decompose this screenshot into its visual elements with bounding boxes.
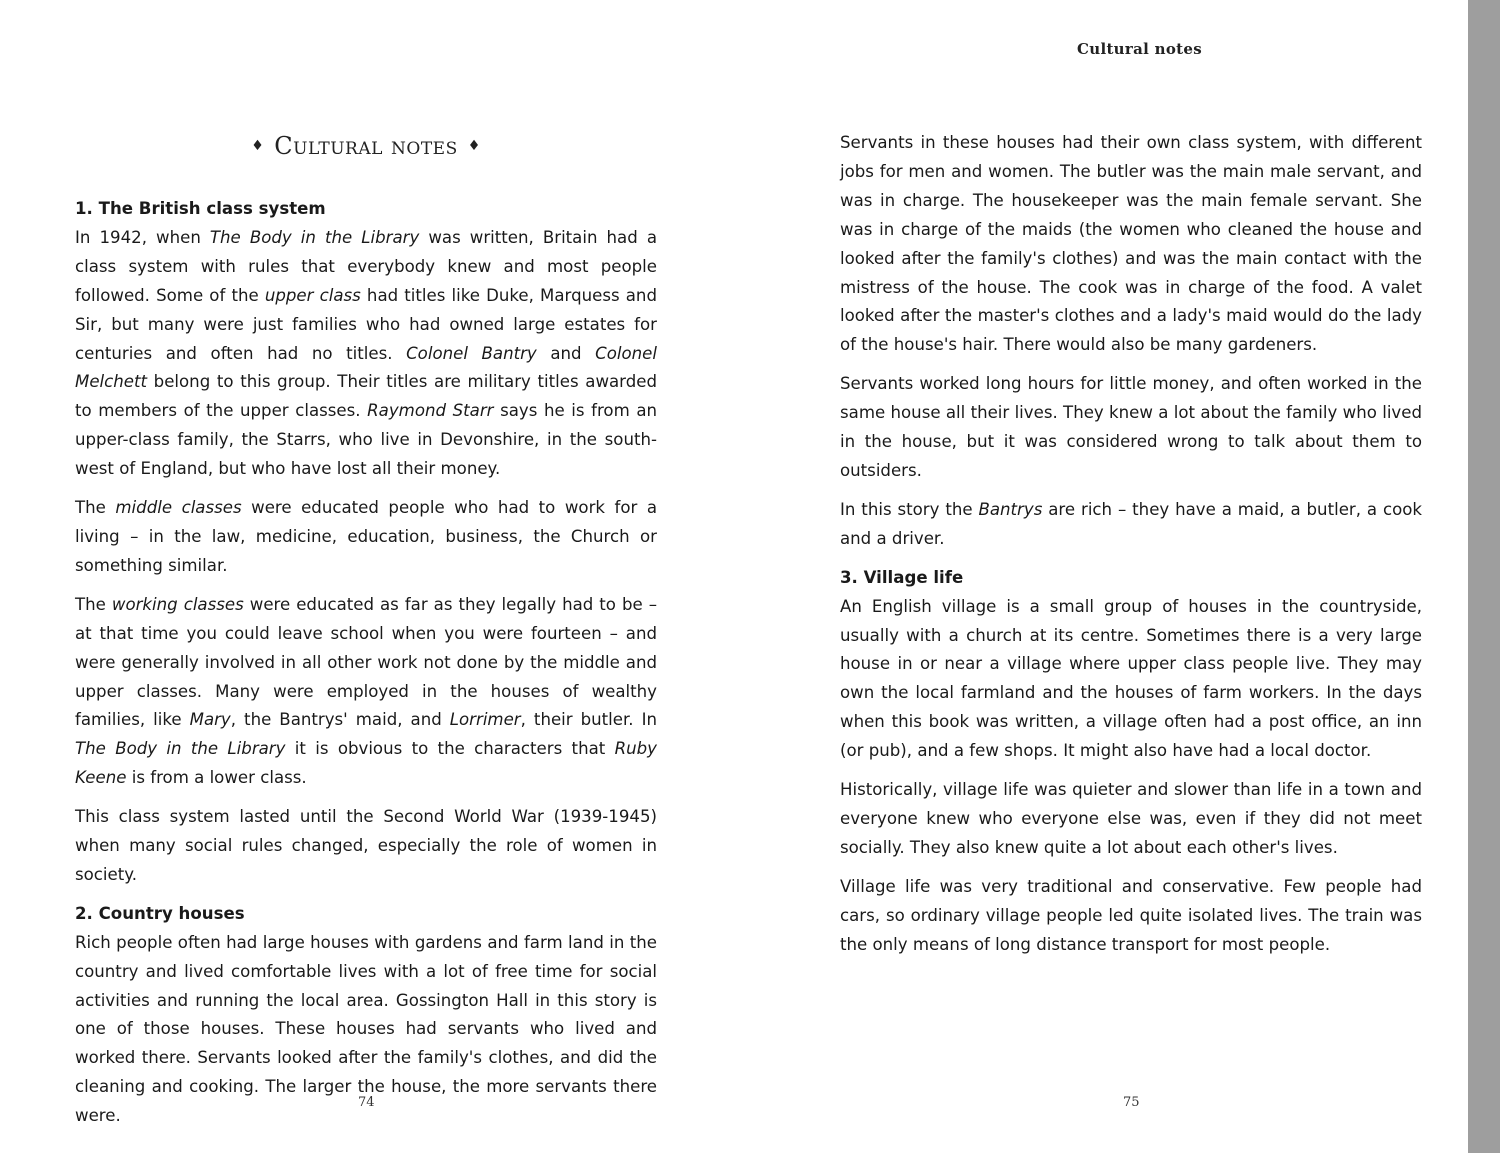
italic-term: Ruby Keene	[75, 739, 657, 788]
section-block	[840, 129, 1422, 554]
page-number: 74	[358, 1095, 375, 1110]
italic-term: middle classes	[115, 498, 242, 518]
section-block	[840, 564, 1422, 960]
text-run: The	[75, 498, 116, 518]
left-text-column	[75, 195, 657, 1141]
text-run: , the Bantrys' maid, and	[230, 710, 450, 730]
text-run: This class system lasted until the Second World War (1939-1945) when many social rules changed, especially the role of women in society.	[75, 807, 657, 884]
italic-term: Mary	[189, 710, 231, 730]
left-page	[0, 0, 735, 1153]
text-run: , their butler. In	[520, 710, 657, 730]
text-run: Servants in these houses had their own class system, with different jobs for men and women. The butler was the main male servant, and was in charge. The housekeeper was the main female servant. She was in charge of the maids (the women who cleaned the house and looked after the family's clothes) and was the main contact with the mistress of the house. The cook was in charge of the food. A valet looked after the master's clothes and a lady's maid would do the lady of the house's hair. There would also be many gardeners.	[840, 133, 1422, 355]
text-run: The	[75, 594, 112, 614]
italic-term: Lorrimer	[449, 710, 521, 730]
paragraph	[840, 593, 1422, 766]
paragraph	[75, 591, 657, 793]
section-heading: 3. Village life	[840, 567, 964, 587]
paragraph	[75, 224, 657, 484]
text-run: says he is from an upper-class family, the Starrs, who live in Devonshire, in the south-west of England, but who have lost all their money.	[75, 401, 658, 479]
italic-term: working classes	[111, 594, 244, 614]
italic-term: Colonel Bantry	[406, 343, 537, 363]
text-run: are rich – they have a maid, a butler, a cook and a driver.	[840, 499, 1423, 548]
section-heading: 1. The British class system	[75, 199, 326, 218]
text-run: were educated as far as they legally had to be – at that time you could leave school when you were fourteen – and were generally involved in all other work not done by the middle and upper classes. Many were employed in the houses of wealthy families, like	[75, 594, 658, 730]
text-run: was written, Britain had a class system with rules that everybody knew and most people followed. Some of the	[75, 227, 657, 305]
text-run: Servants worked long hours for little money, and often worked in the same house all their lives. They knew a lot about the family who lived in the house, but it was considered wrong to talk about them to outsiders.	[840, 374, 1422, 480]
paragraph	[840, 129, 1422, 360]
italic-term: Colonel Melchett	[75, 343, 657, 392]
text-run: In this story the	[840, 499, 979, 519]
text-run: In 1942, when	[75, 227, 210, 247]
paragraph	[75, 494, 657, 581]
paragraph	[840, 873, 1422, 960]
text-run: Village life was very traditional and conservative. Few people had cars, so ordinary village people led quite isolated lives. The train was the only means of long distance transport for most people.	[840, 876, 1422, 954]
chapter-title	[75, 132, 657, 160]
italic-term: upper class	[264, 285, 361, 305]
right-text-column	[840, 129, 1422, 969]
text-run: had titles like Duke, Marquess and Sir, but many were just families who had owned large estates for centuries and often had no titles.	[75, 285, 657, 363]
section-heading: 2. Country houses	[75, 903, 245, 923]
paragraph	[75, 803, 657, 890]
text-run: it is obvious to the characters that	[285, 739, 615, 759]
text-run: and	[536, 343, 596, 363]
italic-term: The Body in the Library	[209, 227, 420, 247]
chapter-title-text: Cultural notes	[274, 132, 458, 160]
right-page	[765, 0, 1465, 1153]
running-head: Cultural notes	[1077, 40, 1202, 58]
diamond-ornament-right-icon: ♦	[467, 138, 481, 154]
page-edge-strip	[1468, 0, 1500, 1153]
paragraph	[840, 370, 1422, 486]
text-run: is from a lower class.	[126, 768, 307, 788]
paragraph	[840, 496, 1422, 554]
italic-term: The Body in the Library	[75, 739, 286, 759]
text-run: Historically, village life was quieter and slower than life in a town and everyone knew who everyone else was, even if they did not meet socially. They also knew quite a lot about each other's lives.	[840, 780, 1422, 857]
text-run: belong to this group. Their titles are military titles awarded to members of the upper classes.	[75, 372, 657, 421]
paragraph	[840, 776, 1422, 863]
section-block	[75, 195, 657, 890]
italic-term: Bantrys	[978, 499, 1043, 519]
text-run: Rich people often had large houses with gardens and farm land in the country and lived comfortable lives with a lot of free time for social activities and running the local area. Gossington Hall in this story is one of those houses. These houses had servants who lived and worked there. Servants looked after the family's clothes, and did the cleaning and cooking. The larger the house, the more servants there were.	[75, 932, 657, 1126]
italic-term: Raymond Starr	[367, 401, 494, 421]
page-number: 75	[1123, 1095, 1140, 1110]
text-run: An English village is a small group of houses in the countryside, usually with a church at its centre. Sometimes there is a very large house in or near a village where upper class people live. They may own the local farmland and the houses of farm workers. In the days when this book was written, a village often had a post office, an inn (or pub), and a few shops. It might also have had a local doctor.	[840, 596, 1422, 761]
diamond-ornament-left-icon: ♦	[251, 138, 265, 154]
text-run: were educated people who had to work for a living – in the law, medicine, education, business, the Church or something similar.	[75, 498, 658, 575]
